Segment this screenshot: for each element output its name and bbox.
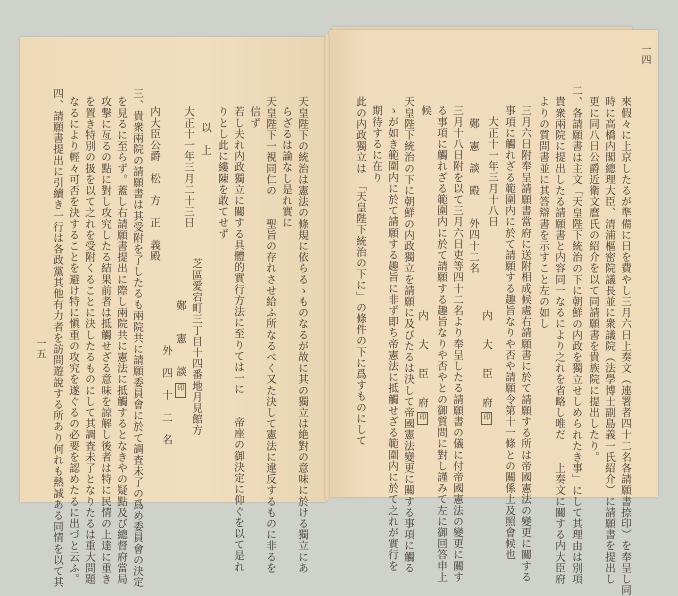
text-column: 三月六日附奉呈請願書當府に送附相成候處右請願書に於て請願する所は帝國憲法の變更に關する — [520, 105, 532, 583]
office-name: 内 大 臣 府 — [417, 310, 429, 412]
seal-mark: 印 — [177, 383, 185, 397]
office-signature — [416, 310, 429, 425]
text-column: りとし此に縷陳を敢てせず — [217, 106, 229, 240]
text-column: なるにより輕々可否を決することを避け特に愼重の攻究を遂ぐるの必要を認めたるに出づと云ふ。 — [68, 96, 80, 585]
text-column: を置き特別の扱を以て之れを受附くることに決したるものにして其調査未了となりたるは重大問題 — [84, 96, 96, 585]
addressee-line: 内大臣公爵 松 方 正 義殿 — [149, 106, 161, 262]
text-column: 時に高橋内閣總理大臣、清浦樞密院議長並に衆議院（法學博士副島義一氏紹介）に請願書を提出し — [604, 96, 616, 585]
text-column: 信ず — [249, 106, 261, 129]
text-column: 三月十八日附を以て三月六日吏等四十二名より奉呈したる請願書の儀に付帝國憲法の變更に關す — [452, 105, 464, 583]
text-column: 此の内政獨立は 「天皇陛下統治の下に」の條件の下に爲すものにして — [355, 96, 367, 446]
text-column: 候 — [420, 105, 432, 117]
office-name: 内 大 臣 府 — [481, 310, 493, 412]
text-column: よりの質問書並に其答辯書を示すこと左の如し — [538, 96, 550, 330]
text-column: 天皇陛下の統治は憲法の條規に依らるゝものなるが故に其の獨立は絶對の意味に於ける獨立にあ — [297, 96, 309, 574]
text-column: ゝが如き範圍内に於て請願する趣旨に非ず即ち帝憲法に抵觸せざる範圍内に於て之れが實行を — [387, 105, 399, 572]
text-column: 二、各請願書は主文「天皇陛下統治の下に朝鮮の内政を獨立せしめられたき事」にして其理由は別項 — [571, 85, 583, 585]
signatory-name — [174, 300, 187, 398]
date-line: 大正十一年三月二十三日 — [183, 106, 195, 229]
text-column: る事項に觸れざる範圍内に於て請願する趣旨なりや否やとの御質問に對し謹みて左に御回答申上 — [436, 105, 448, 583]
text-column: 攻撃に亙るの點に對し攻究したる結果前者は抵觸せざる意味を諒解し後者は特に民情の上達に重き — [100, 96, 112, 585]
signatory-others: 外 四 十 二 名 — [161, 345, 173, 445]
addressee-line: 鄭 憲 談 殿 外四十二名 — [468, 118, 480, 274]
office-signature — [480, 310, 493, 425]
left-page-number — [32, 338, 46, 359]
closing-mark: 以 上 — [200, 122, 212, 156]
text-column: 若し夫れ内政獨立に關する具體的實行方法に至りては一に 帝座の御決定に仰ぐを以て是れ — [233, 106, 245, 573]
page-number: 一四 — [639, 44, 650, 66]
text-column: 來假々に上京したるが準備に日を費やし三月六日上奏文（連署者四十二名各請願書捺印）を奉呈し同 — [620, 96, 632, 596]
text-column: 天皇陛下一視同仁の 聖旨の存れさせ給ふ所なるべく又た決して憲法に違反するものに非るを — [265, 96, 277, 574]
text-column: 貴衆兩院に提出したる請願書と内容同一なるにより之れを省略し唯だ 上奏文に關する内大臣府 — [554, 96, 566, 585]
text-column: 四、請願書提出に引續き一行は各政黨其他有力者を訪問遊說する所あり何れも熱誠ある同情を以て其 — [52, 88, 64, 588]
page-number: 一五 — [34, 338, 45, 360]
seal-mark: 印 — [483, 412, 491, 424]
name-text: 鄭 憲 談 — [175, 300, 187, 383]
text-column: を見るに至らず。蓋し右請願書提出に際し兩院共に憲法に抵觸するとなきやの疑點及び總督府當局 — [116, 96, 128, 585]
text-column: 事項に觸れざる範圍内に於て請願する趣旨なりや否や請願令第十一條との關係上及照會候也 — [504, 105, 516, 561]
text-column: 期待するに在り — [371, 105, 383, 183]
right-page-number — [637, 44, 651, 65]
address-line: 芝區愛宕町三丁目十四番地月見館方 — [191, 258, 203, 436]
date-line: 大正十一年三月十八日 — [487, 116, 499, 227]
text-column: 更に同八日公爵近衛文麿氏の紹介を以て同請願書を貴族院に提出したり。 — [588, 96, 600, 463]
text-column: 天皇陛下統治の下に朝鮮の内政獨立を請願に及びたるは決して帝國憲法變更に關する事項に觸る — [403, 96, 415, 574]
text-column: らざるは論なし是れ實に — [281, 106, 293, 229]
text-column: 三、貴衆兩院の請願書は其受附を了したるも兩院共に請願委員會に於て調査未了の爲め委員會の決定 — [132, 88, 144, 588]
seal-mark: 印 — [419, 412, 427, 424]
book-gutter — [324, 34, 330, 500]
